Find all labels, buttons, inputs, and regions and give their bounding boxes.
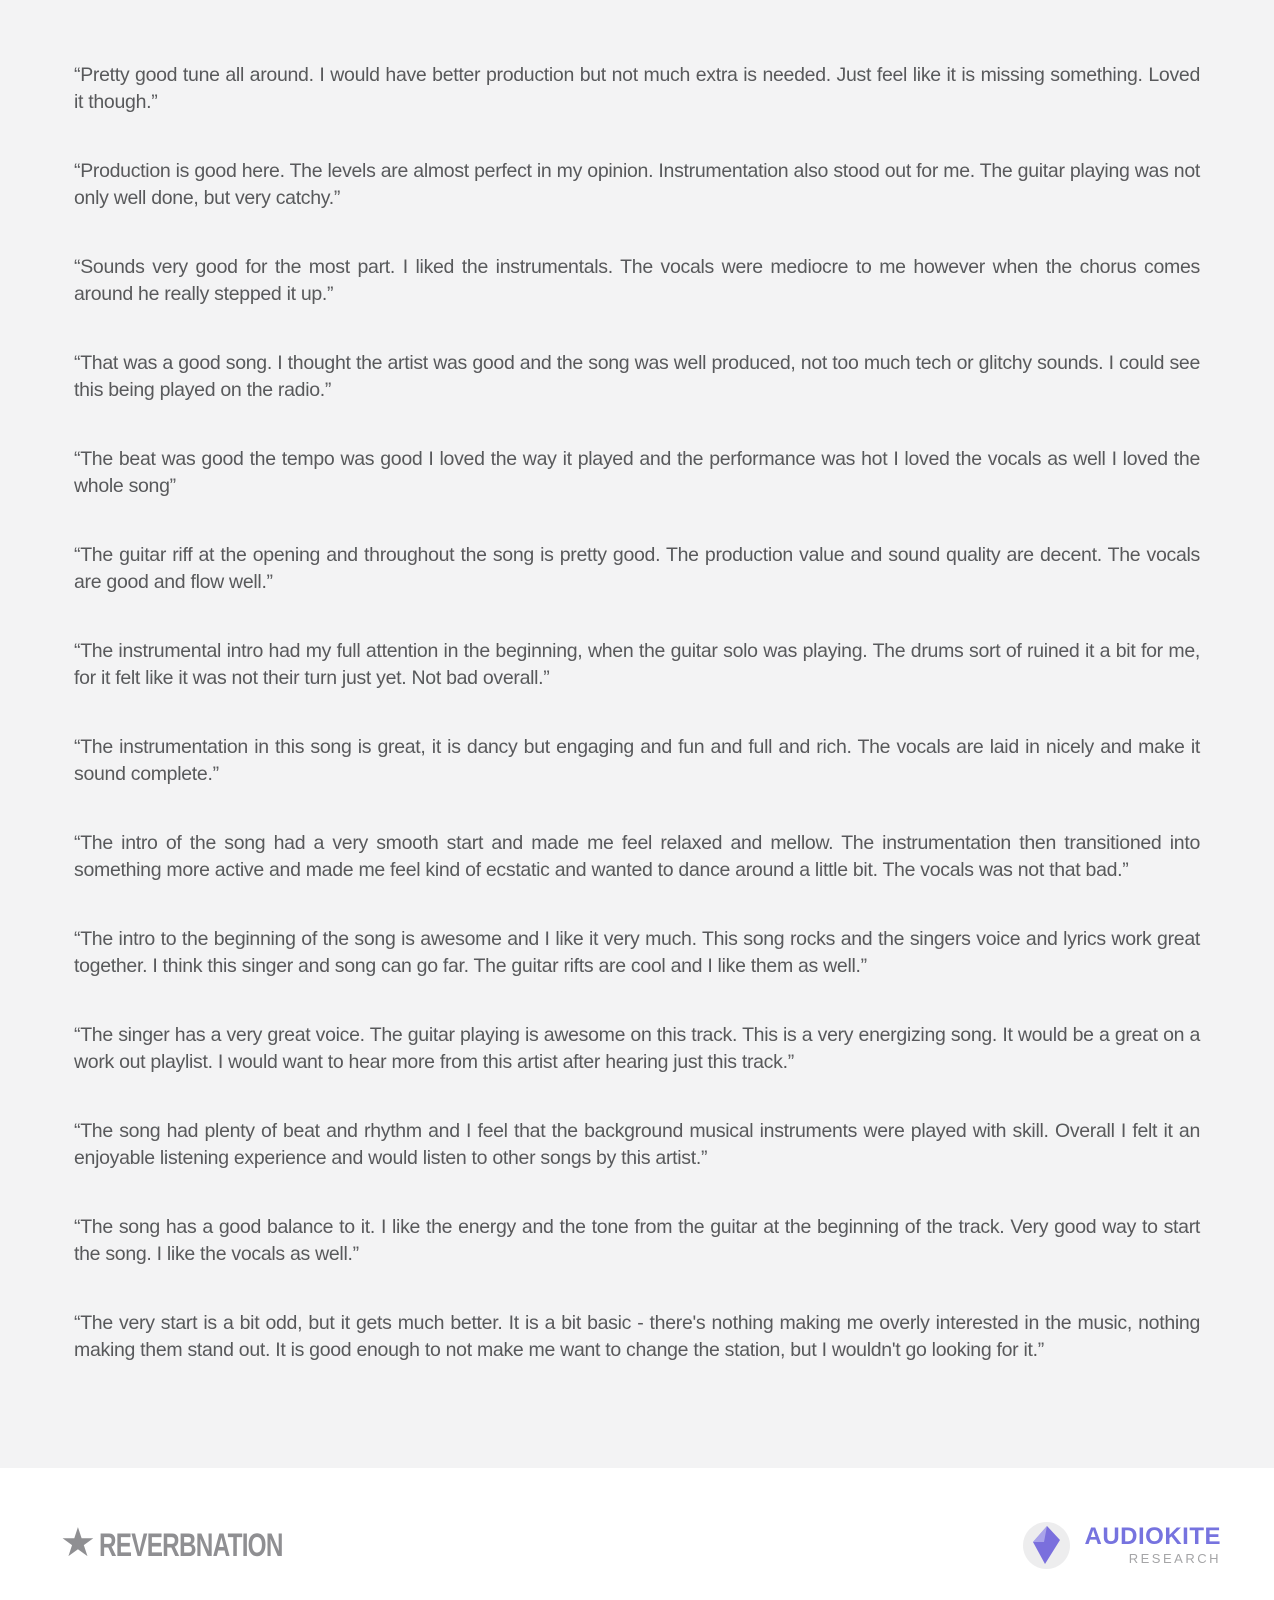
- testimonial-quote: “The intro to the beginning of the song is awesome and I like it very much. This song rocks and the singers voice and lyrics work great together. I think this singer and song can go far. The guitar rifts are cool and I like them as well.”: [74, 928, 1200, 977]
- testimonial-quote: “The very start is a bit odd, but it gets much better. It is a bit basic - there's nothing making me overly interested in the music, nothing making them stand out. It is good enough to not make me want to change the station, but I wouldn't go looking for it.”: [74, 1312, 1200, 1361]
- testimonial-quote: “That was a good song. I thought the artist was good and the song was well produced, not too much tech or glitchy sounds. I could see this being played on the radio.”: [74, 352, 1200, 401]
- audiokite-wordmark-block: [1085, 1525, 1222, 1565]
- testimonial-quote: “The guitar riff at the opening and throughout the song is pretty good. The production value and sound quality are decent. The vocals are good and flow well.”: [74, 544, 1200, 593]
- reverbnation-wordmark: REVERBNATION: [98, 1526, 283, 1563]
- testimonial-quote: “The instrumentation in this song is great, it is dancy but engaging and fun and full and rich. The vocals are laid in nicely and make it sound complete.”: [74, 736, 1200, 785]
- page-footer: [0, 1468, 1274, 1600]
- reverbnation-logo: [60, 1521, 341, 1565]
- audiokite-subtitle: RESEARCH: [1128, 1551, 1221, 1566]
- testimonial-quote: “Pretty good tune all around. I would have better production but not much extra is needed. Just feel like it is missing something. Loved it though.”: [74, 64, 1200, 113]
- testimonial-quote: “The instrumental intro had my full attention in the beginning, when the guitar solo was playing. The drums sort of ruined it a bit for me, for it felt like it was not their turn just yet. Not bad overall.”: [74, 640, 1200, 689]
- testimonial-quote: “The song had plenty of beat and rhythm and I feel that the background musical instruments were played with skill. Overall I felt it an enjoyable listening experience and would listen to other songs by this artist.”: [74, 1120, 1200, 1169]
- testimonial-quote: “The song has a good balance to it. I like the energy and the tone from the guitar at the beginning of the track. Very good way to start the song. I like the vocals as well.”: [74, 1216, 1200, 1265]
- testimonial-quote: “Sounds very good for the most part. I liked the instrumentals. The vocals were mediocre to me however when the chorus comes around he really stepped it up.”: [74, 256, 1200, 305]
- audiokite-wordmark: AUDIOKITE: [1084, 1523, 1221, 1550]
- testimonial-quote: “Production is good here. The levels are almost perfect in my opinion. Instrumentation also stood out for me. The guitar playing was not only well done, but very catchy.”: [74, 160, 1200, 209]
- kite-icon: [1023, 1522, 1070, 1569]
- testimonial-quote: “The intro of the song had a very smooth start and made me feel relaxed and mellow. The instrumentation then transitioned into something more active and made me feel kind of ecstatic and wanted to dance around a little bit. The vocals was not that bad.”: [74, 832, 1200, 881]
- audiokite-logo: [1023, 1522, 1222, 1569]
- star-icon: ★: [60, 1521, 96, 1565]
- testimonial-quote: “The singer has a very great voice. The guitar playing is awesome on this track. This is a very energizing song. It would be a great on a work out playlist. I would want to hear more from this artist after hearing just this track.”: [74, 1024, 1200, 1073]
- testimonial-quote: “The beat was good the tempo was good I loved the way it played and the performance was hot I loved the vocals as well I loved the whole song”: [74, 448, 1200, 497]
